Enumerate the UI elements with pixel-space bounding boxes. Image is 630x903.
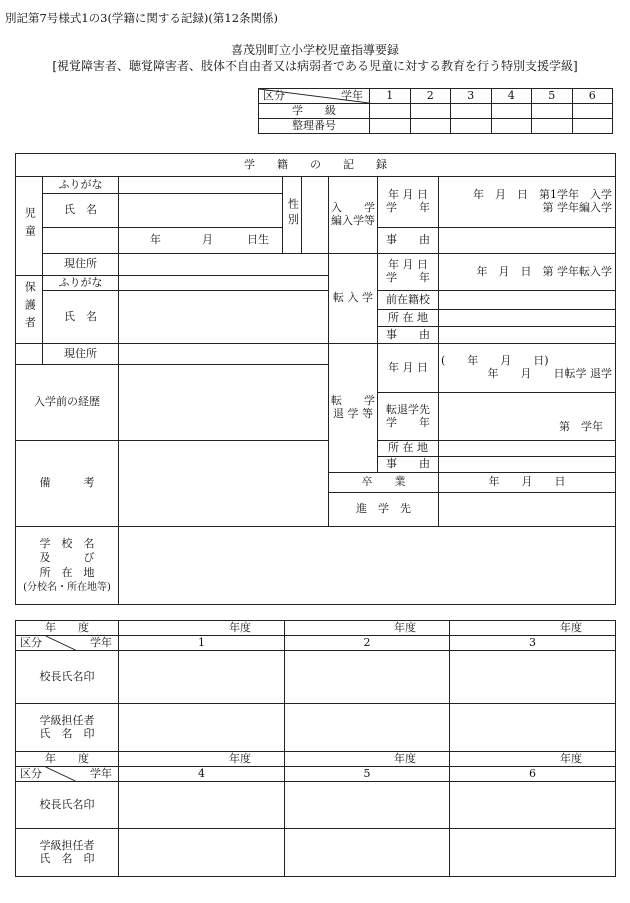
grade-1: 1 bbox=[119, 636, 285, 651]
principal-label: 校長氏名印 bbox=[16, 651, 119, 704]
teacher-seal-cell[interactable] bbox=[450, 829, 616, 877]
gakunen-label: 学年 bbox=[90, 767, 112, 780]
principal-seal-cell[interactable] bbox=[450, 651, 616, 704]
transfer-in-location-label: 所 在 地 bbox=[378, 310, 439, 327]
child-furigana-label: ふりがな bbox=[43, 177, 119, 194]
transfer-out-location-field[interactable] bbox=[439, 441, 616, 457]
guardian-address-field[interactable] bbox=[119, 344, 329, 365]
child-address-field[interactable] bbox=[119, 254, 329, 276]
transfer-in-label: 転 入 学 bbox=[329, 254, 378, 344]
form-id: 別記第7号様式1の3(学籍に関する記録)(第12条関係) bbox=[5, 11, 279, 25]
teacher-seal-cell[interactable] bbox=[285, 829, 450, 877]
next-school-label: 進 学 先 bbox=[329, 493, 439, 527]
number-cell[interactable] bbox=[532, 119, 573, 134]
remarks-field[interactable] bbox=[119, 441, 329, 527]
teacher-label: 学級担任者 氏 名 印 bbox=[16, 704, 119, 752]
gakunen-label: 学年 bbox=[341, 89, 363, 102]
teacher-label: 学級担任者 氏 名 印 bbox=[16, 829, 119, 877]
transfer-in-location-field[interactable] bbox=[439, 310, 616, 327]
principal-seal-cell[interactable] bbox=[285, 651, 450, 704]
enroll-reason-field[interactable] bbox=[439, 228, 616, 254]
transfer-out-dest-label: 転退学先 学 年 bbox=[378, 393, 439, 441]
principal-seal-cell[interactable] bbox=[119, 782, 285, 829]
prev-school-label: 前在籍校 bbox=[378, 291, 439, 310]
transfer-in-reason-field[interactable] bbox=[439, 327, 616, 344]
nendo-label: 年 度 bbox=[16, 752, 119, 767]
child-section-label: 児童 bbox=[16, 177, 43, 276]
gakunen-label: 学年 bbox=[90, 636, 112, 649]
kubun-label: 区分 bbox=[263, 89, 285, 102]
enroll-date-value[interactable]: 年 月 日 第1学年 入学 第 学年編入学 bbox=[439, 177, 616, 228]
nendo-label: 年 度 bbox=[16, 621, 119, 636]
transfer-in-date-value[interactable]: 年 月 日 第 学年転入学 bbox=[439, 254, 616, 291]
registry-heading: 学 籍 の 記 録 bbox=[16, 154, 616, 177]
nendo-cell[interactable]: 年度 bbox=[285, 752, 450, 767]
number-cell[interactable] bbox=[572, 119, 613, 134]
sex-label: 性別 bbox=[283, 177, 302, 254]
principal-label: 校長氏名印 bbox=[16, 782, 119, 829]
enroll-reason-label: 事 由 bbox=[378, 228, 439, 254]
kubun-gakunen-header bbox=[16, 767, 119, 782]
guardian-furigana-field[interactable] bbox=[119, 276, 329, 291]
grade-5: 5 bbox=[285, 767, 450, 782]
child-address-label: 現住所 bbox=[43, 254, 119, 276]
grade-3: 3 bbox=[450, 636, 616, 651]
child-name-label: 氏 名 bbox=[43, 194, 119, 228]
child-birthdate[interactable]: 年 月 日生 bbox=[119, 228, 283, 254]
number-cell[interactable] bbox=[491, 119, 532, 134]
nendo-cell[interactable]: 年度 bbox=[119, 752, 285, 767]
grade-4: 4 bbox=[119, 767, 285, 782]
enroll-label: 入 学 編入学等 bbox=[329, 177, 378, 254]
enroll-date-label: 年 月 日 学 年 bbox=[378, 177, 439, 228]
number-label: 整理番号 bbox=[259, 119, 370, 134]
class-label: 学 級 bbox=[259, 104, 370, 119]
grade-2: 2 bbox=[285, 636, 450, 651]
document-subtitle: [視覚障害者、聴覚障害者、肢体不自由者又は病弱者である児童に対する教育を行う特別支援学級] bbox=[52, 59, 578, 73]
transfer-out-dest-value[interactable]: 第 学年 bbox=[439, 393, 616, 441]
next-school-field[interactable] bbox=[439, 493, 616, 527]
grade-6: 6 bbox=[450, 767, 616, 782]
nendo-cell[interactable]: 年度 bbox=[450, 621, 616, 636]
transfer-in-date-label: 年 月 日 学 年 bbox=[378, 254, 439, 291]
pre-history-field[interactable] bbox=[119, 365, 329, 441]
transfer-out-location-label: 所 在 地 bbox=[378, 441, 439, 457]
year-6: 6 bbox=[572, 89, 613, 104]
principal-seal-cell[interactable] bbox=[119, 651, 285, 704]
graduation-value[interactable]: 年 月 日 bbox=[439, 473, 616, 493]
principal-seal-cell[interactable] bbox=[285, 782, 450, 829]
transfer-out-date-value[interactable]: ( 年 月 日) 年 月 日転学 退学 bbox=[439, 344, 616, 393]
transfer-out-label: 転 学 退 学 等 bbox=[329, 344, 378, 473]
year-4: 4 bbox=[491, 89, 532, 104]
child-name-field[interactable] bbox=[119, 194, 283, 228]
document-title: 喜茂別町立小学校児童指導要録 bbox=[230, 43, 399, 57]
pre-history-label: 入学前の経歴 bbox=[16, 365, 119, 441]
transfer-out-reason-field[interactable] bbox=[439, 457, 616, 473]
kubun-gakunen-header bbox=[259, 89, 370, 104]
number-cell[interactable] bbox=[370, 119, 411, 134]
graduation-label: 卒 業 bbox=[329, 473, 439, 493]
class-cell[interactable] bbox=[572, 104, 613, 119]
prev-school-field[interactable] bbox=[439, 291, 616, 310]
transfer-in-reason-label: 事 由 bbox=[378, 327, 439, 344]
year-3: 3 bbox=[451, 89, 492, 104]
guardian-furigana-label: ふりがな bbox=[43, 276, 119, 291]
teacher-seal-cell[interactable] bbox=[119, 829, 285, 877]
child-birth-pad bbox=[43, 228, 119, 254]
child-furigana-field[interactable] bbox=[119, 177, 283, 194]
sex-field[interactable] bbox=[302, 177, 329, 254]
class-cell[interactable] bbox=[532, 104, 573, 119]
school-name-field[interactable] bbox=[119, 527, 616, 605]
class-cell[interactable] bbox=[370, 104, 411, 119]
guardian-section-label: 保護者 bbox=[16, 276, 43, 344]
transfer-out-reason-label: 事 由 bbox=[378, 457, 439, 473]
transfer-out-date-label: 年 月 日 bbox=[378, 344, 439, 393]
principal-seal-cell[interactable] bbox=[450, 782, 616, 829]
teacher-seal-cell[interactable] bbox=[119, 704, 285, 752]
teacher-seal-cell[interactable] bbox=[285, 704, 450, 752]
number-cell[interactable] bbox=[410, 119, 451, 134]
guardian-name-field[interactable] bbox=[119, 291, 329, 344]
class-cell[interactable] bbox=[491, 104, 532, 119]
kubun-label: 区分 bbox=[20, 767, 42, 780]
registry-table bbox=[15, 153, 616, 605]
year-2: 2 bbox=[410, 89, 451, 104]
remarks-label: 備 考 bbox=[16, 441, 119, 527]
kubun-gakunen-header bbox=[16, 636, 119, 651]
class-cell[interactable] bbox=[410, 104, 451, 119]
class-cell[interactable] bbox=[451, 104, 492, 119]
number-cell[interactable] bbox=[451, 119, 492, 134]
nendo-cell[interactable]: 年度 bbox=[285, 621, 450, 636]
guardian-address-pad bbox=[16, 344, 43, 365]
nendo-cell[interactable]: 年度 bbox=[450, 752, 616, 767]
school-name-label: 学 校 名 及 び 所 在 地 (分校名・所在地等) bbox=[16, 527, 119, 605]
yearly-grid-a bbox=[15, 620, 616, 877]
nendo-cell[interactable]: 年度 bbox=[119, 621, 285, 636]
kubun-label: 区分 bbox=[20, 636, 42, 649]
teacher-seal-cell[interactable] bbox=[450, 704, 616, 752]
guardian-address-label: 現住所 bbox=[43, 344, 119, 365]
class-number-grid bbox=[258, 88, 613, 134]
year-5: 5 bbox=[532, 89, 573, 104]
guardian-name-label: 氏 名 bbox=[43, 291, 119, 344]
year-1: 1 bbox=[370, 89, 411, 104]
